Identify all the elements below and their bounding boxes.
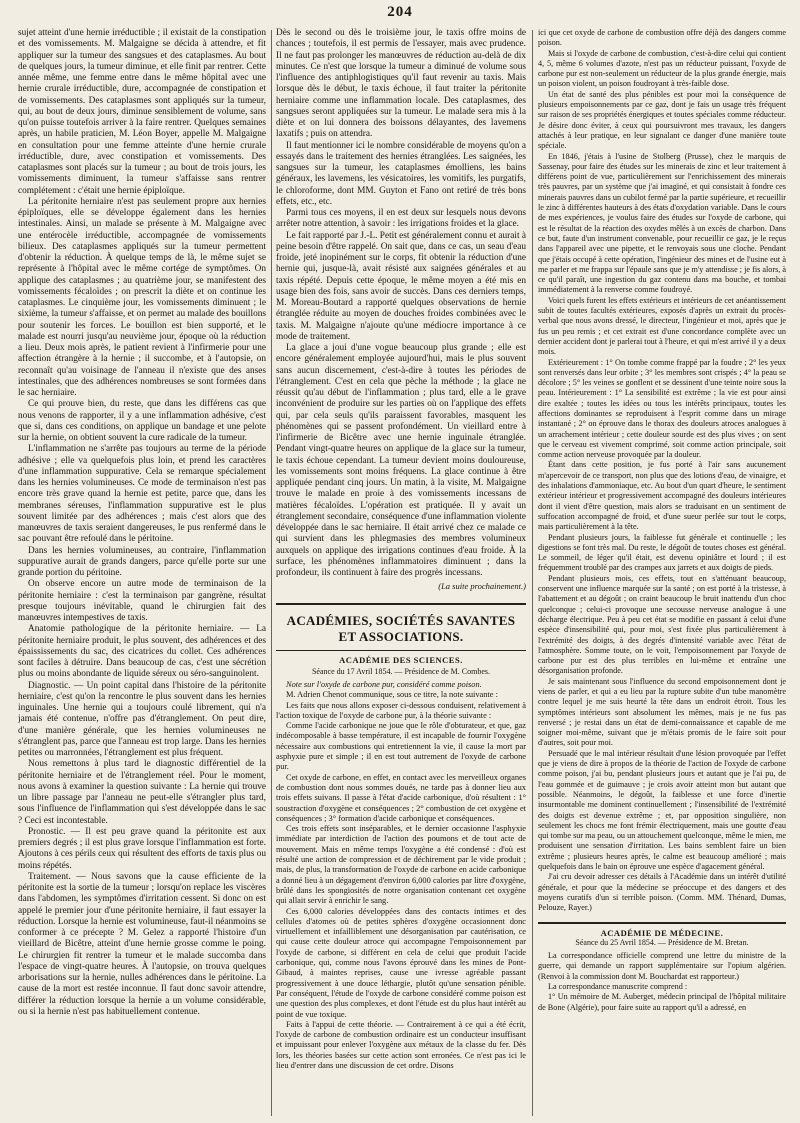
paragraph: Les faits que nous allons exposer ci-dessous conduisent, relativement à l'action toxique de l'oxyde de carbone pur, à la théorie suivante : (276, 700, 526, 720)
paragraph: Dans les hernies volumineuses, au contraire, l'inflammation suppurative aurait de grands dangers, parce qu'elle porte sur une grande portion du péritoine. (18, 545, 266, 578)
paragraph: La correspondance officielle comprend une lettre du ministre de la guerre, qui demande un rapport supplémentaire sur l'opium algérien. (Renvoi à la commission dont M. Bouchardat est rapporteur.) (538, 951, 786, 981)
paragraph: Cet oxyde de carbone, en effet, en contact avec les merveilleux organes de combustion dont nous sommes doués, ne tarde pas à donner lieu aux trois effets suivans. Il passe à l'état d'acide carbonique, d'où résultent : 1° soustraction d'oxygène et conséquences ; 2° combustion de cet oxygène et conséquences ; 3° formation d'acide carbonique et conséquences. (276, 772, 526, 823)
column-left (18, 28, 266, 1118)
paragraph: Diagnostic. — Un point capital dans l'histoire de la péritonite herniaire, c'est qu'on la rencontre le plus souvent dans les hernies inguinales. Une hernie qui a toujours coulé librement, qui n'a jamais été contenue, n'offre pas d'étranglement. On peut dire, d'une manière générale, que les hernies volumineuses ne s'étranglent pas, parce que l'anneau est trop large. Dans les hernies petites ou marronnées, l'étranglement est plus fréquent. (18, 680, 266, 758)
paragraph: Persuadé que le mal intérieur résultait d'une lésion provoquée par l'effet que je viens de dire à propos de la théorie de l'action de l'oxyde de carbone comme poison, j'ai bu, pendant plusieurs jours et autant que je l'ai pu, de l'eau gommée et de guimauve ; je crois avoir atteint mon but autant que possible. Néanmoins, le dégoût, la faiblesse et une force d'inertie insurmontable me dominent continuellement ; l'insensibilité de l'extrémité des doigts est devenue extrême ; et, par opposition singulière, non seulement les chocs me font frémir électriquement, mais une goutte d'eau qui tombe sur ma peau, ou un attouchement quelconque, même le mien, me produisent une sensation d'irritation. Les bains semblent faire un bien extrême ; plusieurs heures après, le calme est beaucoup amélioré ; mais quelquefois dans le bain on éprouve une espèce d'agacement général. (538, 748, 786, 872)
paragraph: Je sais maintenant sous l'influence du second empoisonnement dont je viens de parler, et qui a eu lieu par la rupture subite d'un tube manomètre contre lequel je me suis heurté la tête dans un endroit étroit. Tous les symptômes intérieurs sont absolument les mêmes, mais je ne fus pas renversé ; je restai dans un état de demi-connaissance et capable de me soigner moi-même, suivant que je m'étais promis de le faire soit pour d'autres, soit pour moi. (538, 676, 786, 748)
paragraph: Le fait rapporté par J.-L. Petit est généralement connu et aurait à peine besoin d'être rappelé. On sait que, dans ce cas, un seau d'eau froide, jeté inopinément sur le corps, fit obtenir la réduction d'une hernie qui, jusque-là, avait résisté aux saignées générales et au taxis répété. Depuis cette époque, le même moyen a été mis en usage bien des fois, sans avoir de succès. Dans ces derniers temps, M. Moreau-Boutard a rapporté quelques observations de hernie étranglée réduite au moyen de douches froides combinées avec le taxis. M. Malgaigne n'ajoute qu'une médiocre importance à ce mode de traitement. (276, 230, 526, 342)
paragraph: Mais si l'oxyde de carbone de combustion, c'est-à-dire celui qui contient 4, 5, même 6 volumes d'azote, n'est pas un réducteur puissant, l'oxyde de carbone pur est non-seulement un réducteur de la plus grande énergie, mais un poison violent, un poison foudroyant à très-faible dose. (538, 48, 786, 89)
paragraph: Extérieurement : 1° On tombe comme frappé par la foudre ; 2° les yeux sont renversés dans leur orbite ; 3° les membres sont crispés ; 4° la peau se décolore ; 5° les veines se gonflent et se dessinent d'une teinte noire sous la peau. Intérieurement : 1° La sensibilité est extrême ; la vie est pour ainsi dire exaltée ; toutes les idées ou tous les intérêts principaux, toutes les affections dominantes se reproduisent à l'esprit comme dans un mirage instantané ; 2° on éprouve dans le thorax des douleurs atroces analogues à un arrachement intérieur ; cette douleur sourde est des plus vives ; on sent que le cerveau est vivement comprimé, soit comme action principale, soit comme action nerveuse provoquée par la douleur. (538, 357, 786, 460)
paragraph: Voici quels furent les effets extérieurs et intérieurs de cet anéantissement subit de toutes facultés extérieures, exposés d'après un extrait du procès-verbal que nous avons dressé, le directeur, l'ingénieur et moi, après que je fus un peu remis ; et cet extrait est d'une concordance complète avec un dernier accident dont je parlerai tout à l'heure, et qui m'est arrivé il y a deux mois. (538, 295, 786, 357)
paragraph: Ces 6,000 calories développées dans des contacts intimes et des cellules d'atomes où de petites sphères d'oxygène occasionnent donc virtuellement et infailliblement une désorganisation par cautérisation, ce qui cause cette douleur atroce qui accompagne l'empoisonnement par l'oxyde de carbone, si différent en cela de celui que produit l'acide carbonique, qui, comme nous l'avons éprouvé dans les mines de Pont-Gibaud, à maintes reprises, cause une ivresse agréable passant progressivement à une douce léthargie, plutôt qu'une sensation pénible. Par conséquent, l'étude de l'oxyde de carbone considéré comme poison est une question des plus complexes, et dont l'étude est du plus haut intérêt au point de vue toxique. (276, 906, 526, 1019)
paragraph: ici que cet oxyde de carbone de combustion offre déjà des dangers comme poison. (538, 28, 786, 48)
section-divider (538, 922, 786, 924)
paragraph: J'ai cru devoir adresser ces détails à l'Académie dans un intérêt d'utilité générale, et pour que la médecine se préoccupe et des dangers et des moyens curatifs d'un si terrible poison. (Comm. MM. Thénard, Dumas, Pelouze, Rayer.) (538, 872, 786, 913)
paragraph: En 1846, j'étais à l'usine de Stolberg (Prusse), chez le marquis de Sassenay, pour faire des études sur les minerais de zinc et leur traitement à différens point de vue, particulièrement sur l'enrichissement des minerais très pauvres, par un système que j'ai imaginé, et qui consistait à fondre ces minerais pauvres dans un cubilot fermé par la partie supérieure, et recueillir le zinc à différentes hauteurs à des états d'oxydation variable. Dans le cours de mes expériences, je voulus faire des études sur l'oxyde de carbone, qui est le résultat de la réaction des oxydes mêlés à un excès de charbon. Dans ce but, faute d'un instrument convenable, pour recueillir ce gaz, je le reçus dans l'appareil avec une pipette, et le renvoyais sous une cloche. Pendant que j'étais occupé à cette opération, l'ingénieur des mines et de l'usine eut à me parler et me frappa sur l'épaule sans que je m'y attendisse ; je fis alors, à ce qu'il paraît, une ingestion du gaz contenu dans ma bouche, et tombai immédiatement à la renverse comme foudroyé. (538, 151, 786, 295)
paragraph: La glace a joui d'une vogue beaucoup plus grande ; elle est encore généralement employée aujourd'hui, mais le plus souvent sans aucun discernement, c'est-à-dire à toutes les périodes de l'étranglement. C'est en cela que pèche la méthode ; la glace ne réussit qu'au début de l'inflammation ; plus tard, elle a le grave inconvénient de produire sur les parties où on l'applique des effets qui, par cela seuls qu'ils paraissent favorables, masquent les phénomènes qui se passent profondément. Un vieillard entre à l'infirmerie de Bicêtre avec une hernie inguinale étranglée. Pendant vingt-quatre heures on applique de la glace sur la tumeur, le taxis échoue cependant. La tumeur devient moins douloureuse, les vomissements sont moins fréquens. La glace continue à être appliquée pendant cinq jours. Un matin, à la visite, M. Malgaigne trouve le malade en proie à des vomissements incessans de matières fécaloïdes. L'opération est pratiquée. Il y avait un étranglement secondaire, conséquence d'une inflammation violente développée dans le sac herniaire. Il était arrivé chez ce malade ce qui survient dans les phlegmasies des membres volumineux auxquels on applique des irrigations continues d'eau froide. À la surface, les phénomènes inflammatoires diminuent ; dans la profondeur, ils continuent à faire des progrès incessans. (276, 343, 526, 578)
paragraph: Traitement. — Nous savons que la cause efficiente de la péritonite est la sortie de la tumeur ; lorsqu'on replace les viscères dans l'abdomen, les symptômes d'irritation cessent. Si donc on est appelé le premier jour d'une péritonite herniaire, il faut essayer la réduction. Lorsque la hernie est volumineuse, faut-il néanmoins se conformer à ce précepte ? M. Gelez a rapporté l'histoire d'un vieillard de Bicêtre, atteint d'une hernie grosse comme le poing. Le chirurgien fit rentrer la tumeur et le malade succomba dans l'espace de vingt-quatre heures. À l'autopsie, on trouva quelques arborisations sur la hernie, nulles adhérences dans le péritoine. La cause de la mort est restée inconnue. Il faut donc savoir attendre, différer la réduction lorsque la hernie a un volume considérable, ou si la hernie n'est pas habituellement contenue. (18, 871, 266, 1017)
paragraph: Dès le second ou dès le troisième jour, le taxis offre moins de chances ; toutefois, il est permis de l'essayer, mais avec prudence. Il ne faut pas prolonger les manœuvres de réduction au-delà de dix minutes. Ce n'est que lorsque la tumeur a diminué de volume sous l'influence des antiphlogistiques qu'il faut revenir au taxis. Mais lorsque dès le début, le taxis échoue, il faut traiter la péritonite herniaire comme une inflammation locale. Des cataplasmes, des sangsues seront appliquées sur la tumeur. Le malade sera mis à la diète et on lui donnera des boissons délayantes, des lavemens laxatifs ; puis on attendra. (276, 28, 526, 140)
column-middle (276, 28, 526, 1118)
academy-title: ACADÉMIE DES SCIENCES. (339, 654, 463, 665)
column-right (538, 28, 786, 1118)
paragraph: Anatomie pathologique de la péritonite herniaire. — La péritonite herniaire produit, le plus souvent, des adhérences et des épaississements du sac, des cicatrices du collet. Ces adhérences sont faciles à détruire. Dans beaucoup de cas, c'est une sécrétion plus ou moins abondante de liquide séreux ou séro-sanguinolent. (18, 624, 266, 680)
continuation-note: (La suite prochainement.) (438, 581, 526, 592)
paragraph: La correspondance manuscrite comprend : (548, 982, 688, 992)
paragraph: Il faut mentionner ici le nombre considérable de moyens qu'on a essayés dans le traitement des hernies étranglées. Les saignées, les sangsues sur la tumeur, les cataplasmes émolliens, les bains généraux, les lavemens, les vésicatoires, les vomitifs, les purgatifs, le chloroforme, dont MM. Guyton et Fano ont retiré de très bons effets, etc., etc. (276, 140, 526, 207)
paragraph: Pendant plusieurs jours, la faiblesse fut générale et continuelle ; les digestions se font très mal. Du reste, le dégoût de toutes choses est général. Le sommeil, de léger qu'il était, est devenu opiniâtre et lourd ; il est fréquemment troublé par des crampes aux jarrets et aux doigts de pieds. (538, 532, 786, 573)
page-number: 204 (387, 4, 413, 20)
paragraph: Comme l'acide carbonique ne joue que le rôle d'obturateur, et que, gaz indécomposable à basse température, il est incapable de fournir l'oxygène nécessaire aux combustions qui entretiennent la vie, il cause la mort par asphyxie pure et simple ; il en est tout autrement de l'oxyde de carbone pur. (276, 721, 526, 772)
paragraph: On observe encore un autre mode de terminaison de la péritonite herniaire : c'est la terminaison par gangrène, résultat presque toujours inévitable, quand le chirurgien fait des manœuvres intempestives de taxis. (18, 579, 266, 623)
academy-title: ACADÉMIE DE MÉDECINE. (600, 927, 724, 938)
note-title: Note sur l'oxyde de carbone pur, considéré comme poison. (286, 680, 482, 689)
paragraph: Pendant plusieurs mois, ces effets, tout en s'atténuant beaucoup, conservent une influence marquée sur la santé ; on est porté à la tristesse, à l'abattement et au dégoût ; on craint beaucoup le bruit inattendu d'un choc quelconque ; celui-ci provoque une secousse nerveuse analogue à une décharge électrique. Peu à peu cet état se modifie en passant à celui d'une espèce d'insensibilité qui, pour moi, s'est fixée plus particulièrement à l'extrémité des doigts, à des degrés d'intensité variable avec l'état de l'atmosphère. Somme toute, on le voit, l'empoisonnement par l'oxyde de carbone pur est des plus terribles en lui-même et entraîne une désorganisation profonde. (538, 573, 786, 676)
paragraph: L'inflammation ne s'arrête pas toujours au terme de la période adhésive ; elle va quelquefois plus loin, et prend les caractères d'une inflammation suppurative. Cela se remarque spécialement dans les hernies volumineuses. Ce mode de terminaison n'est pas encore très grave quand la hernie est petite, parce que, dans les membranes séreuses, l'inflammation suppurative est le plus souvent limitée par des adhérences ; mais c'est alors que des manœuvres de taxis seraient dangereuses, le pus renfermé dans le sac pouvant être refoulé dans le péritoine. (18, 444, 266, 545)
paragraph: Étant dans cette position, je fus porté à l'air sans aucunement m'apercevoir de ce transport, non plus que des lotions d'eau, de vinaigre, et des inhalations d'ammoniaque, etc. Au bout d'un quart d'heure, le sentiment extérieur intérieur et progressivement accompagné des douleurs intérieures dont il vient d'être question, mais alors se traduisant en un sentiment de suffocation accompagné de froid, et d'une sueur perlée sur tout le corps, mais particulièrement à la tête. (538, 460, 786, 532)
paragraph: La péritonite herniaire n'est pas seulement propre aux hernies épiploïques, elle se développe également dans les hernies intestinales. Ainsi, un malade se présente à M. Malgaigne avec une entérocèle irréductible, accompagnée de vomissements bilieux. Des cataplasmes appliqués sur la tumeur permettent d'obtenir la réduction. À quelque temps de là, le même sujet se représente à l'hôpital avec le même cortége de symptômes. On applique des cataplasmes ; au quatrième jour, se manifestent des vomissements fécaloïdes ; on prescrit la diète et on continue les cataplasmes. Le cinquième jour, les vomissements diminuent ; le sixième, la tumeur s'affaisse, et on permet au malade des bouillons pour soutenir les forces. Le bouillon est bien supporté, et le malade est nourri jusqu'au neuvième jour, époque où la réduction a lieu. Deux mois après, le patient revient à l'infirmerie pour une affection étrangère à la hernie ; il succombe, et à l'autopsie, on reconnaît qu'au voisinage de l'anneau il n'existe que des anses intestinales, que des adhérences nombreuses se sont formées dans le sac herniaire. (18, 196, 266, 398)
paragraph: Un état de santé des plus pénibles est pour moi la conséquence de plusieurs empoisonnements par ce gaz, dont je fais un usage très fréquent sur raison de ses propriétés énergiques et toutes spéciales comme réducteur. Je désire donc éviter, à ceux qui poursuivront mes travaux, les dangers attachés à leur pratique, en leur signalant ce danger d'une manière toute spéciale. (538, 89, 786, 151)
section-title: ACADÉMIES, SOCIÉTÉS SAVANTES ET ASSOCIATIONS. (286, 612, 516, 644)
paragraph: sujet atteint d'une hernie irréductible ; il existait de la constipation et des vomissements. M. Malgaigne se décida à attendre, et fit appliquer sur la tumeur des sangsues et des cataplasmes. Au bout de quelques jours, la tumeur diminue, et elle finit par rentrer. Cette année même, une femme entre dans le même hôpital avec une hernie crurale irréductible, dure, accompagnée de constipation et de vomissements. Des cataplasmes sont appliqués sur la tumeur, qui, au bout de deux jours, diminue sensiblement de volume, sans qu'on puisse toutefois arriver à la faire rentrer. Quelques semaines après, un habile praticien, M. Léon Boyer, appelle M. Malgaigne en consultation pour une femme atteinte d'une hernie crurale irréductible, dure, avec constipation et vomissements. Des cataplasmes sont placés sur la tumeur ; au bout de trois jours, les vomissements diminuent, la tumeur s'affaisse sans rentrer complétement : c'était une hernie épiploïque. (18, 28, 266, 196)
paragraph: M. Adrien Chenot communique, sous ce titre, la note suivante : (286, 690, 498, 700)
paragraph: Ces trois effets sont inséparables, et le dernier occasionne l'asphyxie immédiate par interdiction de l'action des poumons et de tout acte de mouvement. Mais en même temps l'oxygène a été condensé : d'où est résulté une action de compression et de déchirement par le vide produit ; mais, de plus, la transformation de l'oxyde de carbone en acide carbonique a donné lieu à un dégagement d'environ 6,000 calories par litre d'oxygène, brûlé dans les spongiosités de notre organisation contenant cet oxygène qui allait servir à enrichir le sang. (276, 824, 526, 906)
session-line: Séance du 17 Avril 1854. — Présidence de M. Combes. (311, 666, 491, 676)
section-header (276, 603, 526, 651)
paragraph: Nous remettons à plus tard le diagnostic différentiel de la péritonite herniaire et de l'étranglement réel. Pour le moment, nous avons à examiner la question suivante : La hernie qui trouve un libre passage par l'anneau ne peut-elle s'étrangler plus tard, sous l'influence de l'inflammation qui s'est développée dans le sac ? Ceci est incontestable. (18, 759, 266, 826)
session-line: Séance du 25 Avril 1854. — Présidence de M. Bretan. (575, 937, 749, 947)
column-divider (532, 30, 533, 1116)
paragraph: Faits à l'appui de cette théorie. — Contrairement à ce qui a été écrit, l'oxyde de carbone de combustion ordinaire est un conducteur insuffisant et impuissant pour enlever l'oxygène aux métaux de la classe du fer. Dès lors, les théories basées sur cette action sont erronées. Ce n'est pas ici le lieu d'entrer dans une discussion de cet ordre. Disons (276, 1019, 526, 1070)
paragraph: Pronostic. — Il est peu grave quand la péritonite est aux premiers degrés ; il est plus grave lorsque l'inflammation est forte. Ajoutons à ces périls ceux qui résultent des efforts de taxis plus ou moins répétés. (18, 826, 266, 871)
column-divider (271, 30, 272, 1116)
paragraph: Parmi tous ces moyens, il en est deux sur lesquels nous devons arrêter notre attention, à savoir : les irrigations froides et la glace. (276, 208, 526, 230)
paragraph: Ce qui prouve bien, du reste, que dans les différens cas que nous venons de rapporter, il y a une inflammation adhésive, c'est que si, dans ces conditions, on applique un bandage et une pelote sur la hernie, on obtient souvent la cure radicale de la tumeur. (18, 399, 266, 443)
paragraph: 1° Un mémoire de M. Auberget, médecin principal de l'hôpital militaire de Bone (Algérie), pour faire suite au rapport qu'il a adressé, en (538, 992, 786, 1012)
